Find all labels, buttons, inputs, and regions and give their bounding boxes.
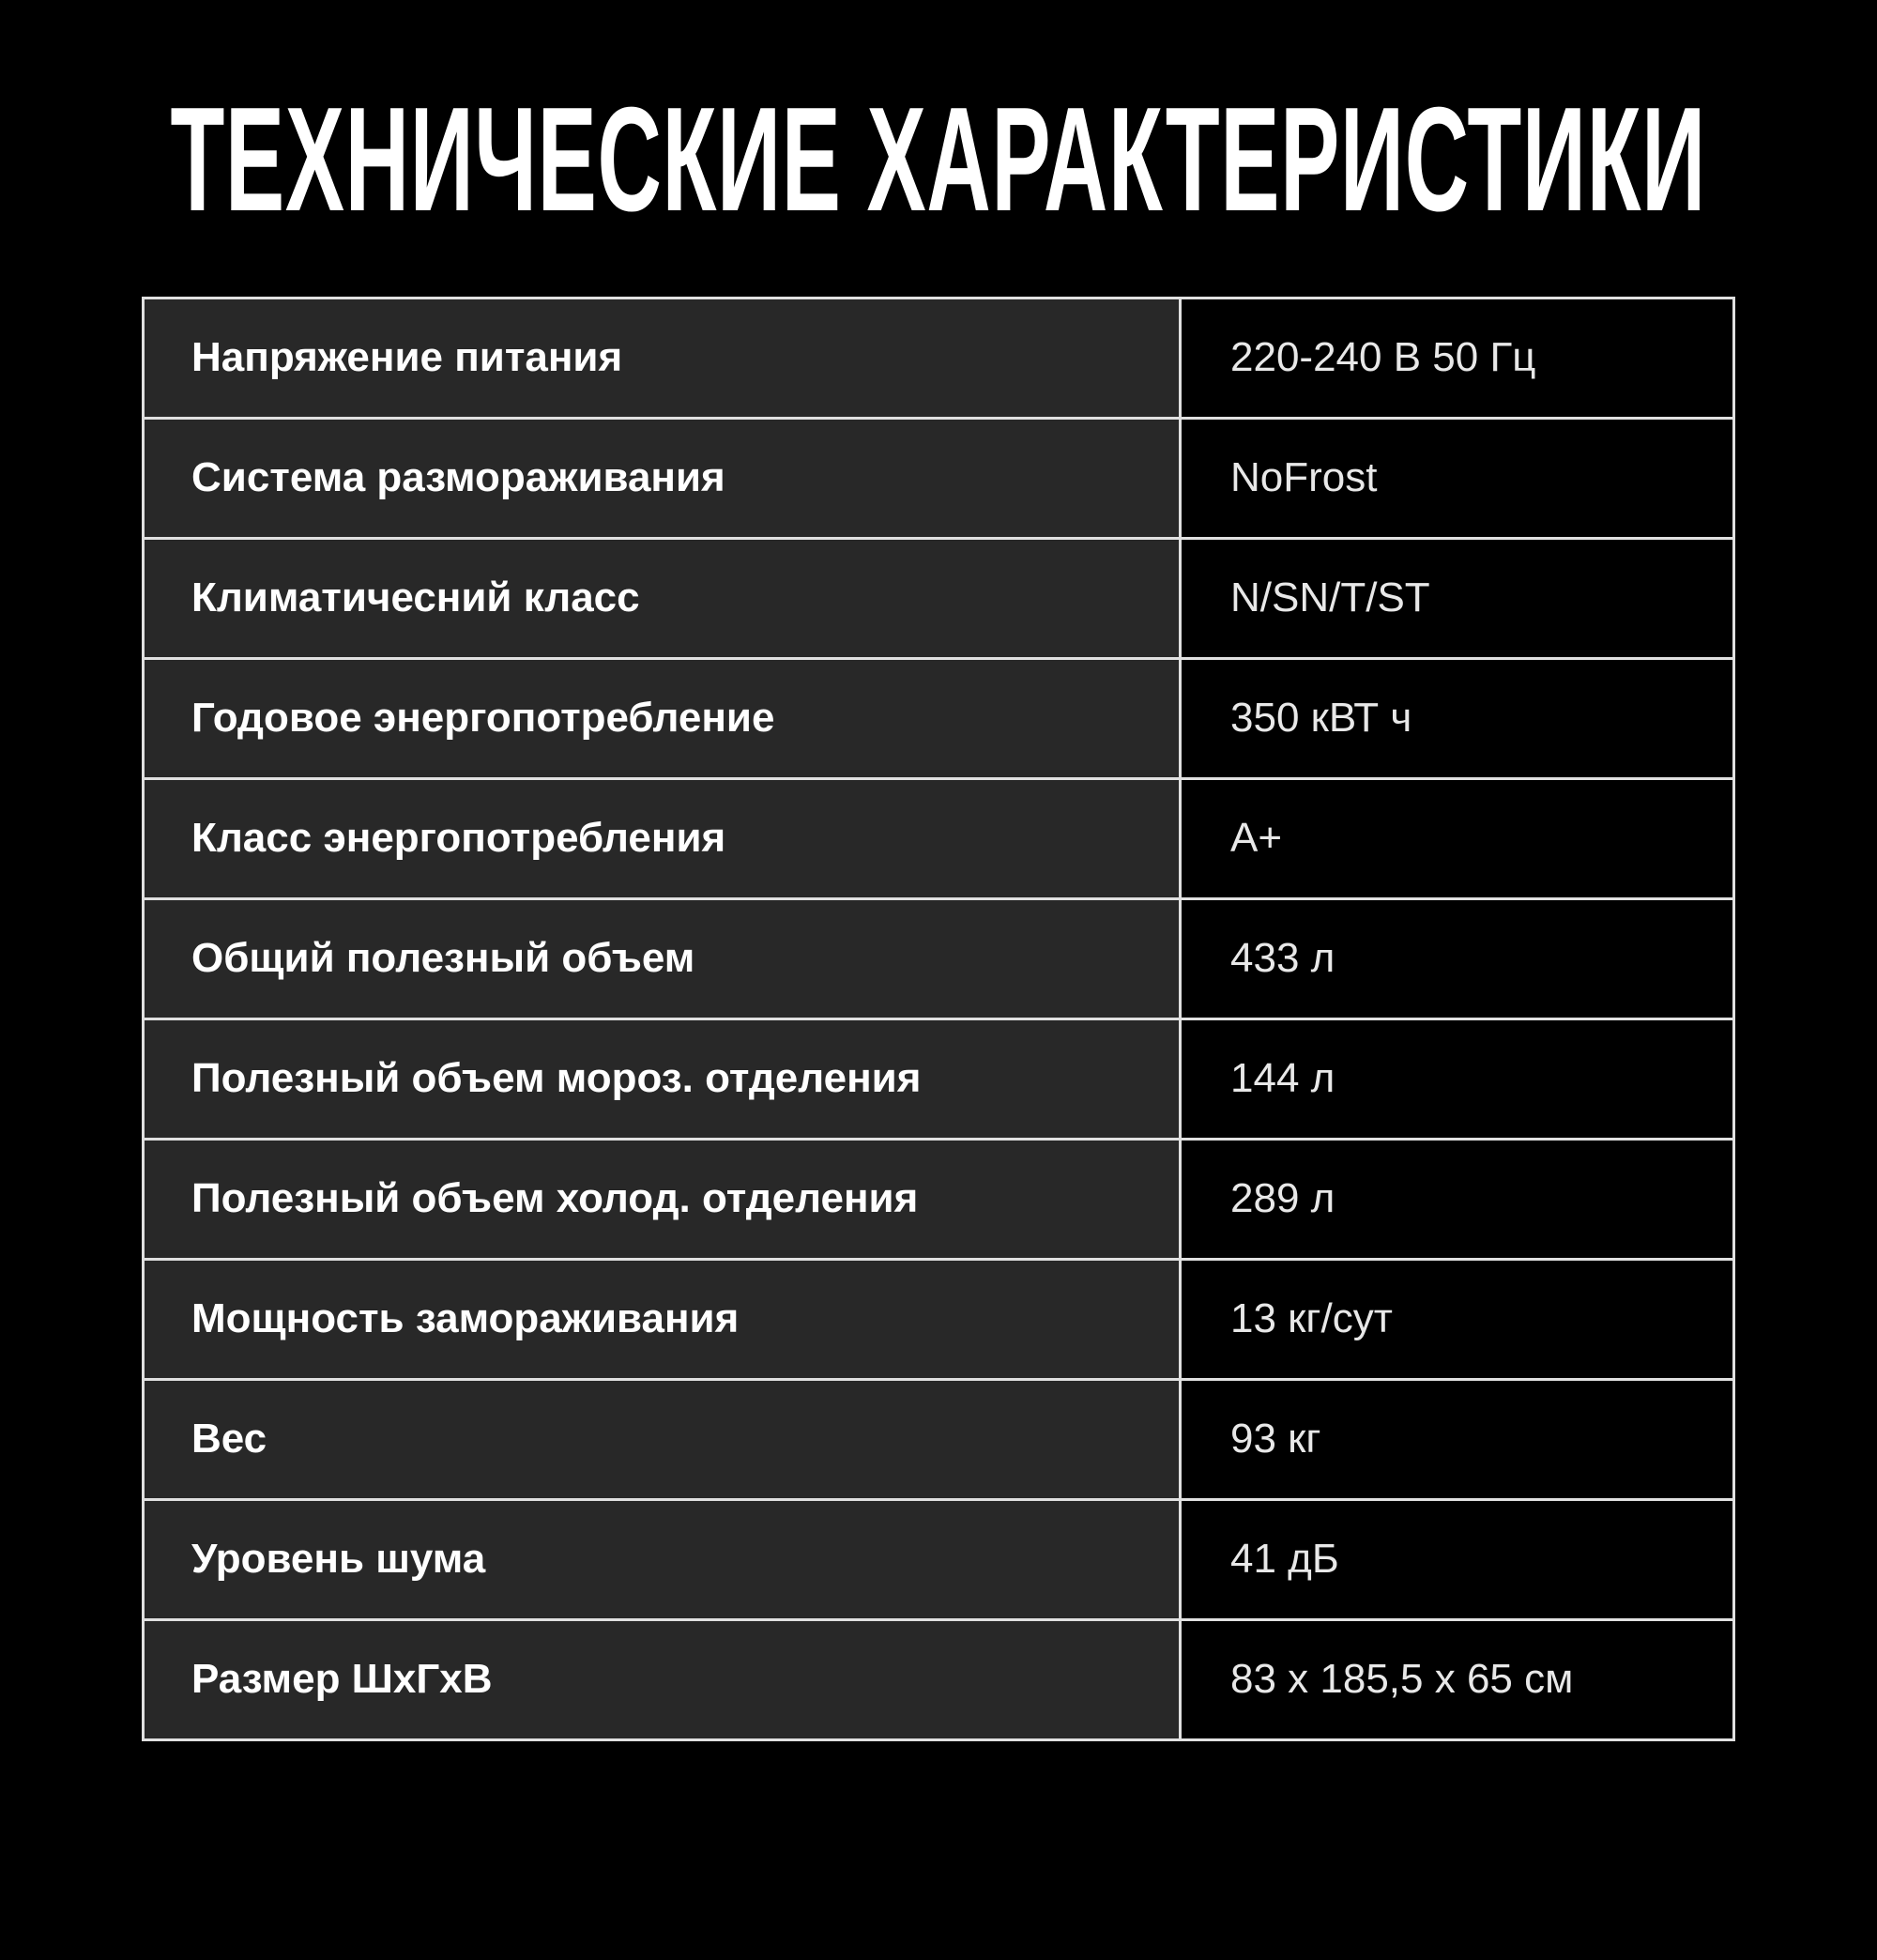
- table-row: [144, 1379, 1734, 1499]
- row-label: Система размораживания: [144, 418, 1181, 538]
- table-row: [144, 1139, 1734, 1259]
- row-value: 350 кВТ ч: [1181, 658, 1734, 778]
- table-row: [144, 418, 1734, 538]
- row-value: 144 л: [1181, 1018, 1734, 1139]
- row-label: Общий полезный объем: [144, 898, 1181, 1018]
- row-label: Полезный объем мороз. отделения: [144, 1018, 1181, 1139]
- row-label: Размер ШхГхВ: [144, 1619, 1181, 1739]
- table-row: [144, 778, 1734, 898]
- row-value: 93 кг: [1181, 1379, 1734, 1499]
- page-title: ТЕХНИЧЕСКИЕ ХАРАКТЕРИСТИКИ: [170, 77, 1707, 242]
- spec-table: [142, 297, 1735, 1741]
- row-label: Класс энергопотребления: [144, 778, 1181, 898]
- table-row: [144, 1499, 1734, 1619]
- table-row: [144, 1018, 1734, 1139]
- row-value: NoFrost: [1181, 418, 1734, 538]
- row-label: Годовое энергопотребление: [144, 658, 1181, 778]
- row-value: 220-240 В 50 Гц: [1181, 298, 1734, 418]
- row-label: Климатичесний класс: [144, 538, 1181, 658]
- table-row: [144, 898, 1734, 1018]
- table-row: [144, 658, 1734, 778]
- table-row: [144, 538, 1734, 658]
- table-row: [144, 1619, 1734, 1739]
- row-value: 289 л: [1181, 1139, 1734, 1259]
- table-row: [144, 1259, 1734, 1379]
- row-value: 41 дБ: [1181, 1499, 1734, 1619]
- row-label: Вес: [144, 1379, 1181, 1499]
- row-value: N/SN/T/ST: [1181, 538, 1734, 658]
- row-value: 13 кг/сут: [1181, 1259, 1734, 1379]
- row-value: А+: [1181, 778, 1734, 898]
- page: [0, 77, 1877, 1960]
- row-label: Напряжение питания: [144, 298, 1181, 418]
- title-container: [0, 77, 1877, 242]
- row-value: 83 х 185,5 х 65 см: [1181, 1619, 1734, 1739]
- table-row: [144, 298, 1734, 418]
- row-label: Уровень шума: [144, 1499, 1181, 1619]
- row-label: Мощность замораживания: [144, 1259, 1181, 1379]
- row-value: 433 л: [1181, 898, 1734, 1018]
- spec-table-body: [144, 298, 1734, 1739]
- row-label: Полезный объем холод. отделения: [144, 1139, 1181, 1259]
